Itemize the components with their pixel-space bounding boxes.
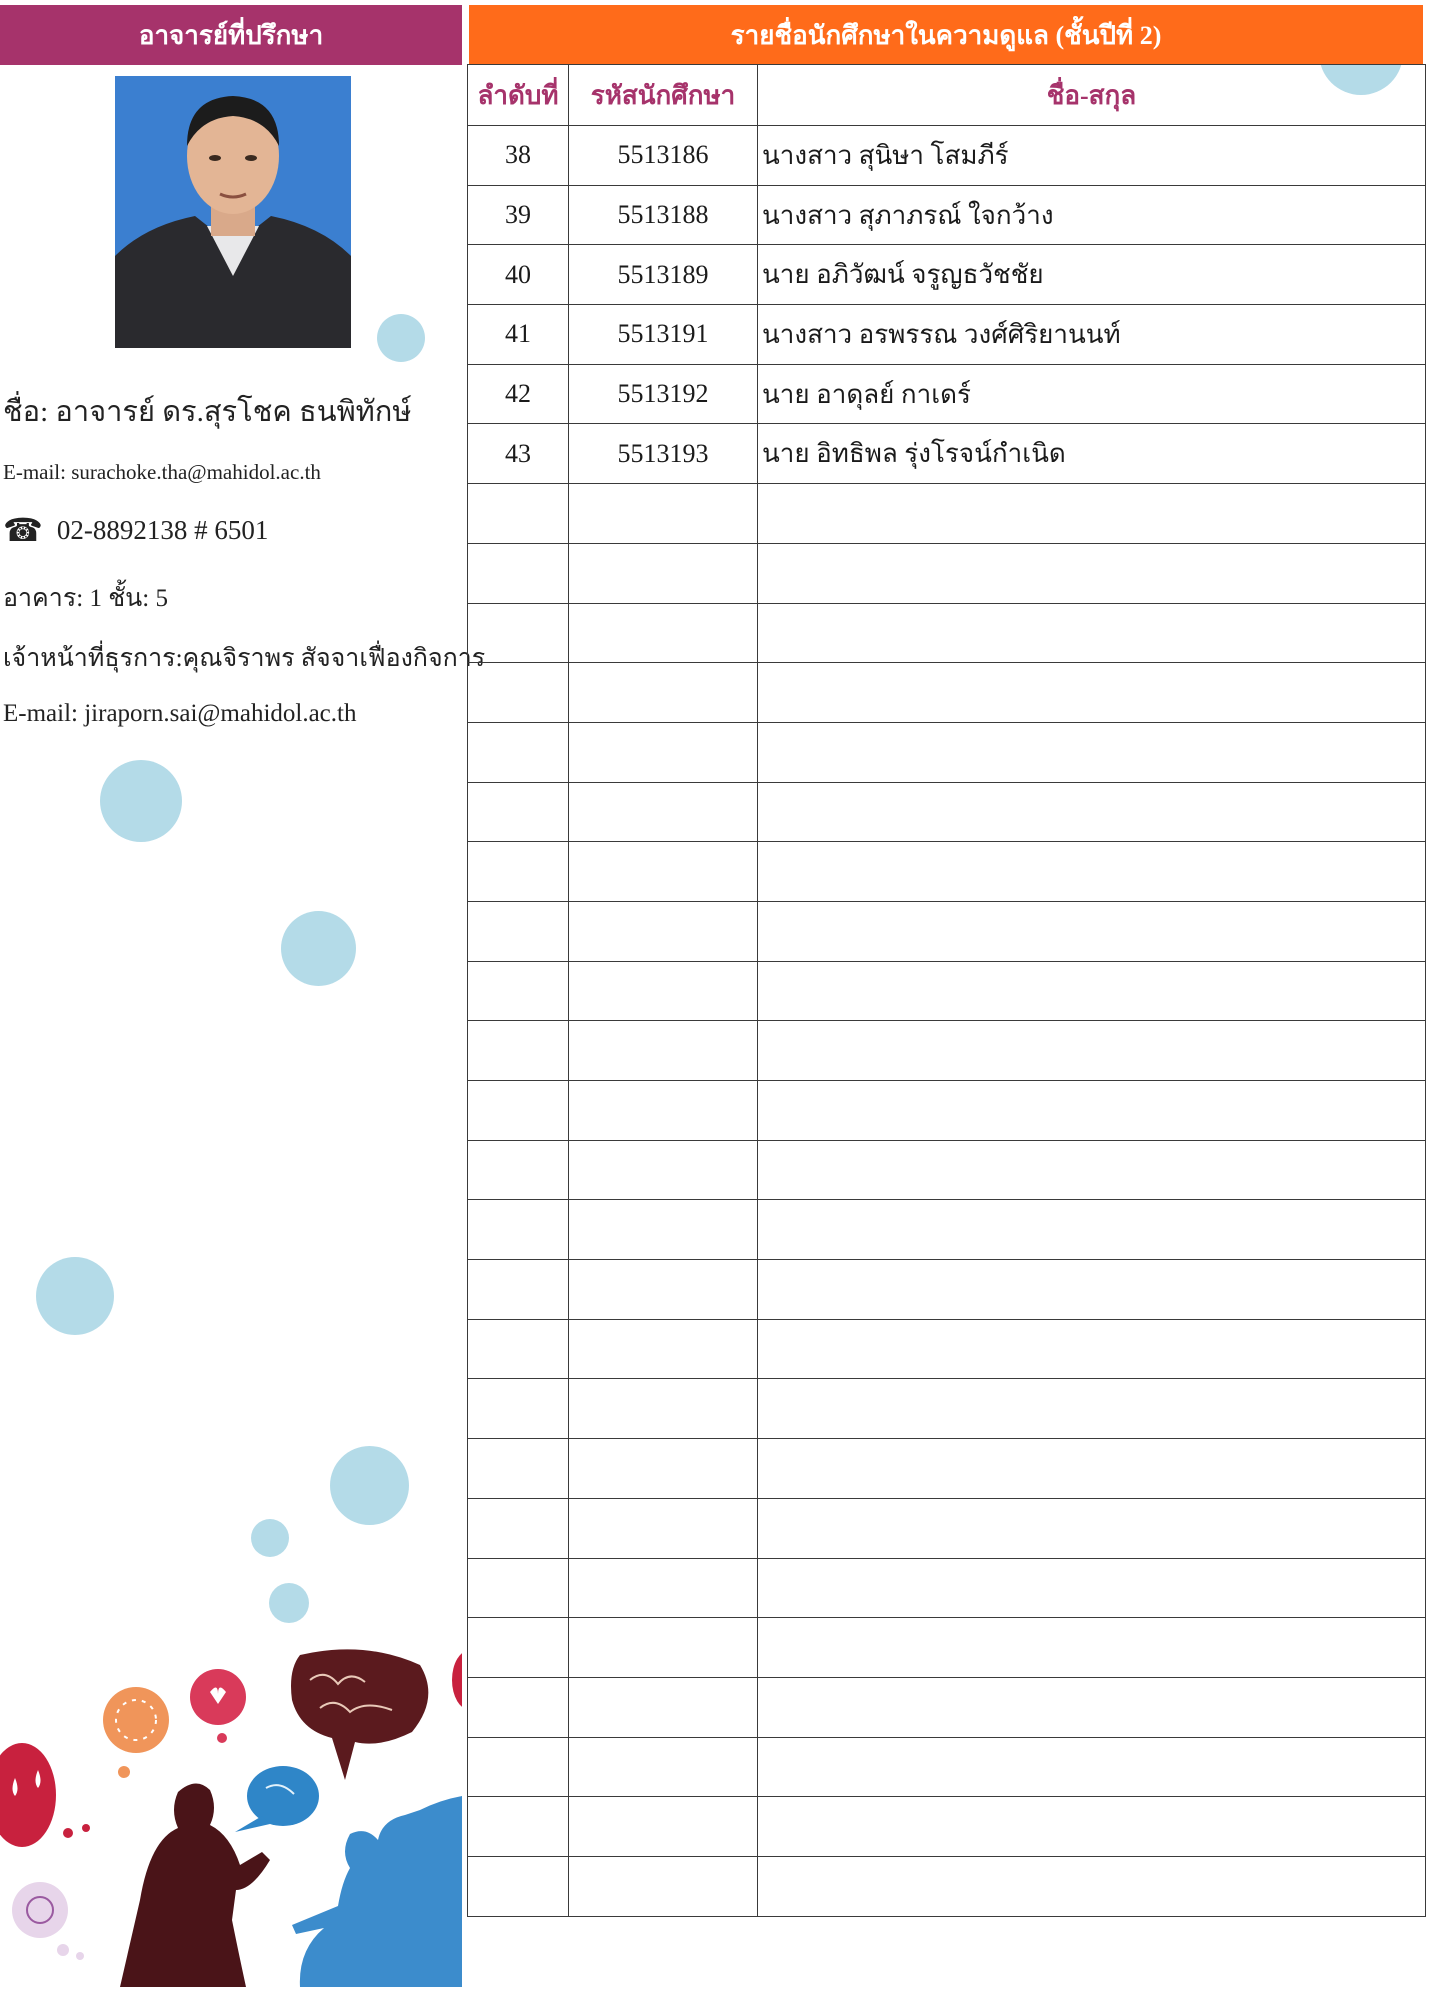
empty-cell: [468, 543, 569, 603]
cell-student-id: 5513186: [569, 126, 758, 186]
table-row: [468, 185, 1426, 245]
empty-table-row: [468, 1558, 1426, 1618]
empty-cell: [569, 1737, 758, 1797]
empty-table-row: [468, 1081, 1426, 1141]
empty-cell: [758, 663, 1426, 723]
table-row: [468, 305, 1426, 365]
cell-student-id: 5513191: [569, 305, 758, 365]
table-row: [468, 245, 1426, 305]
column-header-name: ชื่อ-สกุล: [758, 65, 1426, 126]
empty-cell: [758, 484, 1426, 544]
empty-cell: [468, 1677, 569, 1737]
empty-cell: [569, 722, 758, 782]
empty-cell: [758, 782, 1426, 842]
advisor-building: อาคาร: 1 ชั้น: 5: [3, 585, 168, 612]
cell-order: 43: [468, 424, 569, 484]
advisor-header: อาจารย์ที่ปรึกษา: [0, 5, 462, 65]
cell-name: นางสาว สุภาภรณ์ ใจกว้าง: [758, 185, 1426, 245]
empty-cell: [758, 1797, 1426, 1857]
student-roster-table: [467, 64, 1426, 1917]
empty-cell: [569, 1856, 758, 1916]
cell-order: 40: [468, 245, 569, 305]
empty-table-row: [468, 1200, 1426, 1260]
empty-cell: [569, 1677, 758, 1737]
empty-cell: [569, 1439, 758, 1499]
empty-cell: [468, 1140, 569, 1200]
staff-email: E-mail: jiraporn.sai@mahidol.ac.th: [3, 700, 357, 727]
empty-table-row: [468, 1140, 1426, 1200]
empty-cell: [468, 1558, 569, 1618]
cell-student-id: 5513188: [569, 185, 758, 245]
empty-cell: [569, 842, 758, 902]
empty-cell: [468, 1498, 569, 1558]
empty-cell: [569, 1140, 758, 1200]
decor-bubble: [377, 314, 425, 362]
advisor-name: ชื่อ: อาจารย์ ดร.สุรโชค ธนพิทักษ์: [3, 396, 412, 428]
cell-order: 41: [468, 305, 569, 365]
cell-order: 42: [468, 364, 569, 424]
empty-cell: [468, 901, 569, 961]
empty-table-row: [468, 1439, 1426, 1499]
empty-cell: [758, 842, 1426, 902]
empty-cell: [758, 1140, 1426, 1200]
decor-bubble: [269, 1583, 309, 1623]
empty-cell: [569, 901, 758, 961]
empty-cell: [468, 1797, 569, 1857]
empty-table-row: [468, 484, 1426, 544]
empty-table-row: [468, 1379, 1426, 1439]
decor-bubble: [36, 1257, 114, 1335]
decor-bubble: [251, 1519, 289, 1557]
empty-cell: [569, 1021, 758, 1081]
cell-order: 38: [468, 126, 569, 186]
empty-cell: [569, 484, 758, 544]
empty-cell: [569, 1498, 758, 1558]
empty-cell: [758, 1439, 1426, 1499]
empty-cell: [569, 1319, 758, 1379]
empty-table-row: [468, 901, 1426, 961]
empty-cell: [468, 1856, 569, 1916]
cell-name: นางสาว สุนิษา โสมภีร์: [758, 126, 1426, 186]
empty-cell: [569, 782, 758, 842]
empty-table-row: [468, 722, 1426, 782]
empty-table-row: [468, 1677, 1426, 1737]
empty-cell: [569, 1379, 758, 1439]
empty-table-row: [468, 1737, 1426, 1797]
empty-cell: [468, 1379, 569, 1439]
roster-body: [468, 126, 1426, 1917]
empty-cell: [758, 1260, 1426, 1320]
empty-cell: [758, 1677, 1426, 1737]
empty-cell: [468, 1439, 569, 1499]
cell-order: 39: [468, 185, 569, 245]
decor-bubble: [100, 760, 182, 842]
empty-table-row: [468, 842, 1426, 902]
roster-header: รายชื่อนักศึกษาในความดูแล (ชั้นปีที่ 2): [469, 5, 1423, 65]
empty-cell: [569, 1797, 758, 1857]
empty-cell: [758, 1498, 1426, 1558]
empty-table-row: [468, 603, 1426, 663]
advisor-phone-number: 02-8892138 # 6501: [56, 514, 269, 545]
table-row: [468, 126, 1426, 186]
empty-cell: [468, 842, 569, 902]
empty-table-row: [468, 1319, 1426, 1379]
empty-table-row: [468, 1021, 1426, 1081]
empty-table-row: [468, 1618, 1426, 1678]
cell-name: นางสาว อรพรรณ วงศ์ศิริยานนท์: [758, 305, 1426, 365]
empty-cell: [468, 961, 569, 1021]
empty-table-row: [468, 543, 1426, 603]
empty-cell: [758, 1081, 1426, 1141]
empty-cell: [468, 1618, 569, 1678]
table-row: [468, 364, 1426, 424]
empty-cell: [758, 901, 1426, 961]
decor-bubble: [281, 911, 356, 986]
empty-cell: [468, 1319, 569, 1379]
empty-table-row: [468, 1260, 1426, 1320]
column-header-student-id: รหัสนักศึกษา: [569, 65, 758, 126]
empty-cell: [569, 543, 758, 603]
empty-table-row: [468, 961, 1426, 1021]
empty-cell: [468, 1200, 569, 1260]
cell-name: นาย อาดุลย์ กาเดร์: [758, 364, 1426, 424]
empty-cell: [758, 1200, 1426, 1260]
advisor-photo: [115, 76, 351, 348]
empty-table-row: [468, 1797, 1426, 1857]
empty-cell: [468, 484, 569, 544]
telephone-icon: ☎: [3, 512, 43, 548]
cell-student-id: 5513189: [569, 245, 758, 305]
empty-table-row: [468, 1856, 1426, 1916]
table-row: [468, 424, 1426, 484]
table-header-row: [468, 65, 1426, 126]
empty-cell: [758, 1856, 1426, 1916]
empty-cell: [758, 603, 1426, 663]
empty-cell: [468, 722, 569, 782]
advisor-email: E-mail: surachoke.tha@mahidol.ac.th: [3, 460, 321, 484]
empty-cell: [569, 1200, 758, 1260]
empty-cell: [468, 1737, 569, 1797]
empty-cell: [468, 1021, 569, 1081]
empty-cell: [468, 1260, 569, 1320]
empty-table-row: [468, 663, 1426, 723]
empty-cell: [468, 663, 569, 723]
empty-cell: [569, 1260, 758, 1320]
empty-cell: [758, 1379, 1426, 1439]
empty-cell: [758, 1737, 1426, 1797]
empty-cell: [758, 1558, 1426, 1618]
empty-cell: [758, 1618, 1426, 1678]
cell-student-id: 5513193: [569, 424, 758, 484]
empty-table-row: [468, 782, 1426, 842]
cell-name: นาย อิทธิพล รุ่งโรจน์กำเนิด: [758, 424, 1426, 484]
empty-cell: [569, 1618, 758, 1678]
empty-cell: [569, 961, 758, 1021]
empty-cell: [758, 1319, 1426, 1379]
cell-student-id: 5513192: [569, 364, 758, 424]
conversation-illustration: [0, 1620, 462, 1987]
empty-cell: [569, 663, 758, 723]
empty-cell: [758, 722, 1426, 782]
empty-cell: [569, 603, 758, 663]
column-header-order: ลำดับที่: [468, 65, 569, 126]
empty-cell: [468, 782, 569, 842]
decor-bubble: [330, 1446, 409, 1525]
advisor-phone: [3, 514, 268, 546]
empty-cell: [468, 1081, 569, 1141]
empty-cell: [569, 1558, 758, 1618]
empty-cell: [569, 1081, 758, 1141]
empty-table-row: [468, 1498, 1426, 1558]
staff-name: เจ้าหน้าที่ธุรการ:คุณจิราพร สัจจาเฟื่องกิจการ: [3, 645, 486, 672]
empty-cell: [758, 1021, 1426, 1081]
empty-cell: [758, 543, 1426, 603]
empty-cell: [758, 961, 1426, 1021]
empty-cell: [468, 603, 569, 663]
cell-name: นาย อภิวัฒน์ จรูญธวัชชัย: [758, 245, 1426, 305]
